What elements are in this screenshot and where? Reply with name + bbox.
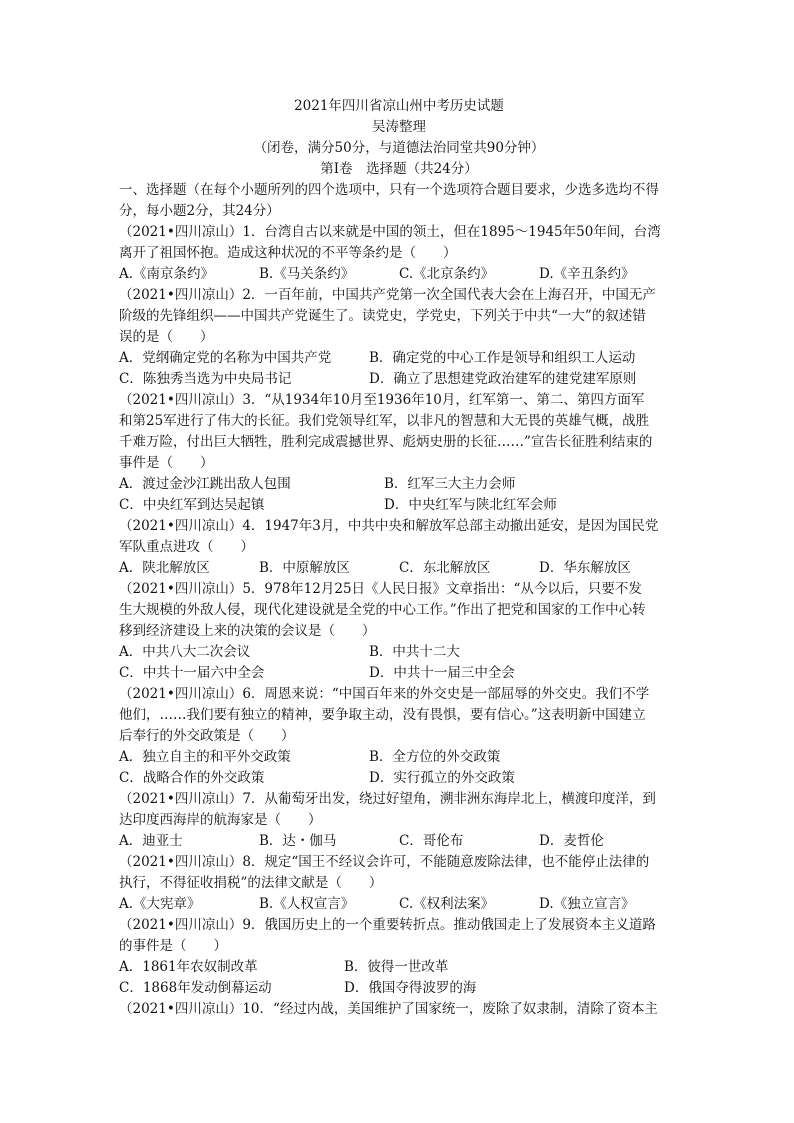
option-d: D.《独立宣言》 [539, 896, 635, 912]
question-6-stem: 他们，……我们要有独立的精神，要争取主动，没有畏惧，要有信心。”这表明新中国建立 [119, 707, 646, 723]
option-b: B．达・伽马 [259, 833, 337, 849]
option-d: D．确立了思想建党政治建军的建党建军原则 [369, 371, 637, 387]
option-a: A．1861年农奴制改革 [119, 959, 258, 975]
option-d: D．华东解放区 [539, 560, 631, 576]
option-d: D．麦哲伦 [539, 833, 604, 849]
option-c: C．中共十一届六中全会 [119, 665, 265, 681]
question-5-options-row [119, 642, 679, 662]
question-3-options-row [119, 474, 679, 494]
option-c: C．哥伦布 [399, 833, 464, 849]
option-a: A．党纲确定党的名称为中国共产党 [119, 350, 332, 366]
option-a: A．中共八大二次会议 [119, 644, 251, 660]
question-6-stem: 后奉行的外交政策是（ ） [119, 728, 295, 744]
option-b: B．全方位的外交政策 [369, 749, 501, 765]
option-a: A．渡过金沙江跳出敌人包围 [119, 476, 291, 492]
question-1-stem: （2021•四川凉山）1．台湾自古以来就是中国的领土，但在1895～1945年50年间，台湾 [119, 224, 661, 240]
question-7-stem: （2021•四川凉山）7．从葡萄牙出发，绕过好望角，溯非洲东海岸北上，横渡印度洋，到 [119, 791, 656, 807]
option-a: A．陕北解放区 [119, 560, 210, 576]
question-5-stem: 移到经济建设上来的决策的会议是（ ） [119, 623, 376, 639]
question-2-options-row [119, 348, 679, 368]
option-b: B.《人权宣言》 [259, 896, 355, 912]
option-c: C．陈独秀当选为中央局书记 [119, 371, 292, 387]
question-9-options-row [119, 978, 679, 998]
option-c: C．战略合作的外交政策 [119, 770, 265, 786]
option-b: B．彼得一世改革 [344, 959, 449, 975]
option-a: A．迪亚士 [119, 833, 183, 849]
option-c: C.《北京条约》 [399, 266, 495, 282]
option-d: D．中央红军与陕北红军会师 [384, 497, 557, 513]
author-line: 吴涛整理 [372, 119, 426, 135]
question-3-stem: 和第25军进行了伟大的长征。我们党领导红军，以非凡的智慧和大无畏的英雄气概，战胜 [119, 413, 650, 429]
option-b: B．中原解放区 [259, 560, 350, 576]
option-b: B.《马关条约》 [259, 266, 355, 282]
question-5-options-row [119, 663, 679, 683]
option-b: B．红军三大主力会师 [384, 476, 516, 492]
section-instruction-line: 分，每小题2分，其24分） [119, 203, 280, 219]
question-1-options [119, 264, 679, 284]
question-8-stem: 执行，不得征收捐税”的法律文献是（ ） [119, 875, 383, 891]
question-3-stem: 事件是（ ） [119, 455, 214, 471]
exam-note: （闭卷，满分50分，与道德法治同堂共90分钟） [253, 140, 545, 156]
question-7-stem: 达印度西海岸的航海家是（ ） [119, 812, 322, 828]
question-3-stem: （2021•四川凉山）3．“从1934年10月至1936年10月，红军第一、第二、第四方面军 [119, 392, 645, 408]
question-2-options-row [119, 369, 679, 389]
question-8-stem: （2021•四川凉山）8．规定“国王不经议会许可，不能随意废除法律，也不能停止法律的 [119, 854, 650, 870]
question-5-stem: （2021•四川凉山）5．978年12月25日《人民日报》文章指出：“从今以后，只要不发 [119, 581, 642, 597]
option-d: D.《辛丑条约》 [539, 266, 635, 282]
question-2-stem: 误的是（ ） [119, 329, 214, 345]
option-b: B．确定党的中心工作是领导和组织工人运动 [369, 350, 636, 366]
option-a: A．独立自主的和平外交政策 [119, 749, 291, 765]
option-c: C．1868年发动倒幕运动 [119, 980, 272, 996]
question-1-stem: 离开了祖国怀抱。造成这种状况的不平等条约是（ ） [119, 245, 457, 261]
option-a: A.《大宪章》 [119, 896, 201, 912]
question-2-stem: （2021•四川凉山）2．一百年前，中国共产党第一次全国代表大会在上海召开，中国无产 [119, 287, 656, 303]
question-3-stem: 千难万险，付出巨大牺牲，胜利完成震撼世界、彪炳史册的长征……”宣告长征胜利结束的 [119, 434, 653, 450]
question-5-stem: 生大规模的外敌人侵，现代化建设就是全党的中心工作。”作出了把党和国家的工作中心转 [119, 602, 646, 618]
question-4-stem: （2021•四川凉山）4．1947年3月，中共中央和解放军总部主动撤出延安，是因为国民党 [119, 518, 659, 534]
option-d: D．俄国夺得波罗的海 [344, 980, 477, 996]
question-7-options [119, 831, 679, 851]
question-9-options-row [119, 957, 679, 977]
exam-title: 2021年四川省凉山州中考历史试题 [294, 98, 504, 114]
option-b: B．中共十二大 [369, 644, 460, 660]
question-6-stem: （2021•四川凉山）6．周恩来说：“中国百年来的外交史是一部屈辱的外交史。我们不学 [119, 686, 650, 702]
question-9-stem: 的事件是（ ） [119, 938, 227, 954]
question-4-options [119, 558, 679, 578]
question-6-options-row [119, 768, 679, 788]
question-4-stem: 军队重点进攻（ ） [119, 539, 254, 555]
option-c: C.《权利法案》 [399, 896, 495, 912]
question-2-stem: 阶级的先锋组织——中国共产党诞生了。读党史，学党史，下列关于中共“一大”的叙述错 [119, 308, 646, 324]
option-c: C．东北解放区 [399, 560, 491, 576]
option-d: D．中共十一届三中全会 [369, 665, 515, 681]
question-6-options-row [119, 747, 679, 767]
question-8-options [119, 894, 679, 914]
option-c: C．中央红军到达吴起镇 [119, 497, 265, 513]
section-instruction-line: 一、选择题（在每个小题所列的四个选项中，只有一个选项符合题目要求，少选多选均不得 [119, 182, 659, 198]
question-10-stem: （2021•四川凉山）10．“经过内战，美国维护了国家统一，废除了奴隶制，清除了资本主 [119, 1001, 658, 1017]
volume-heading: 第Ⅰ卷 选择题（共24分） [320, 161, 478, 177]
option-a: A.《南京条约》 [119, 266, 215, 282]
question-9-stem: （2021•四川凉山）9．俄国历史上的一个重要转折点。推动俄国走上了发展资本主义道路 [119, 917, 656, 933]
question-3-options-row [119, 495, 679, 515]
option-d: D．实行孤立的外交政策 [369, 770, 515, 786]
